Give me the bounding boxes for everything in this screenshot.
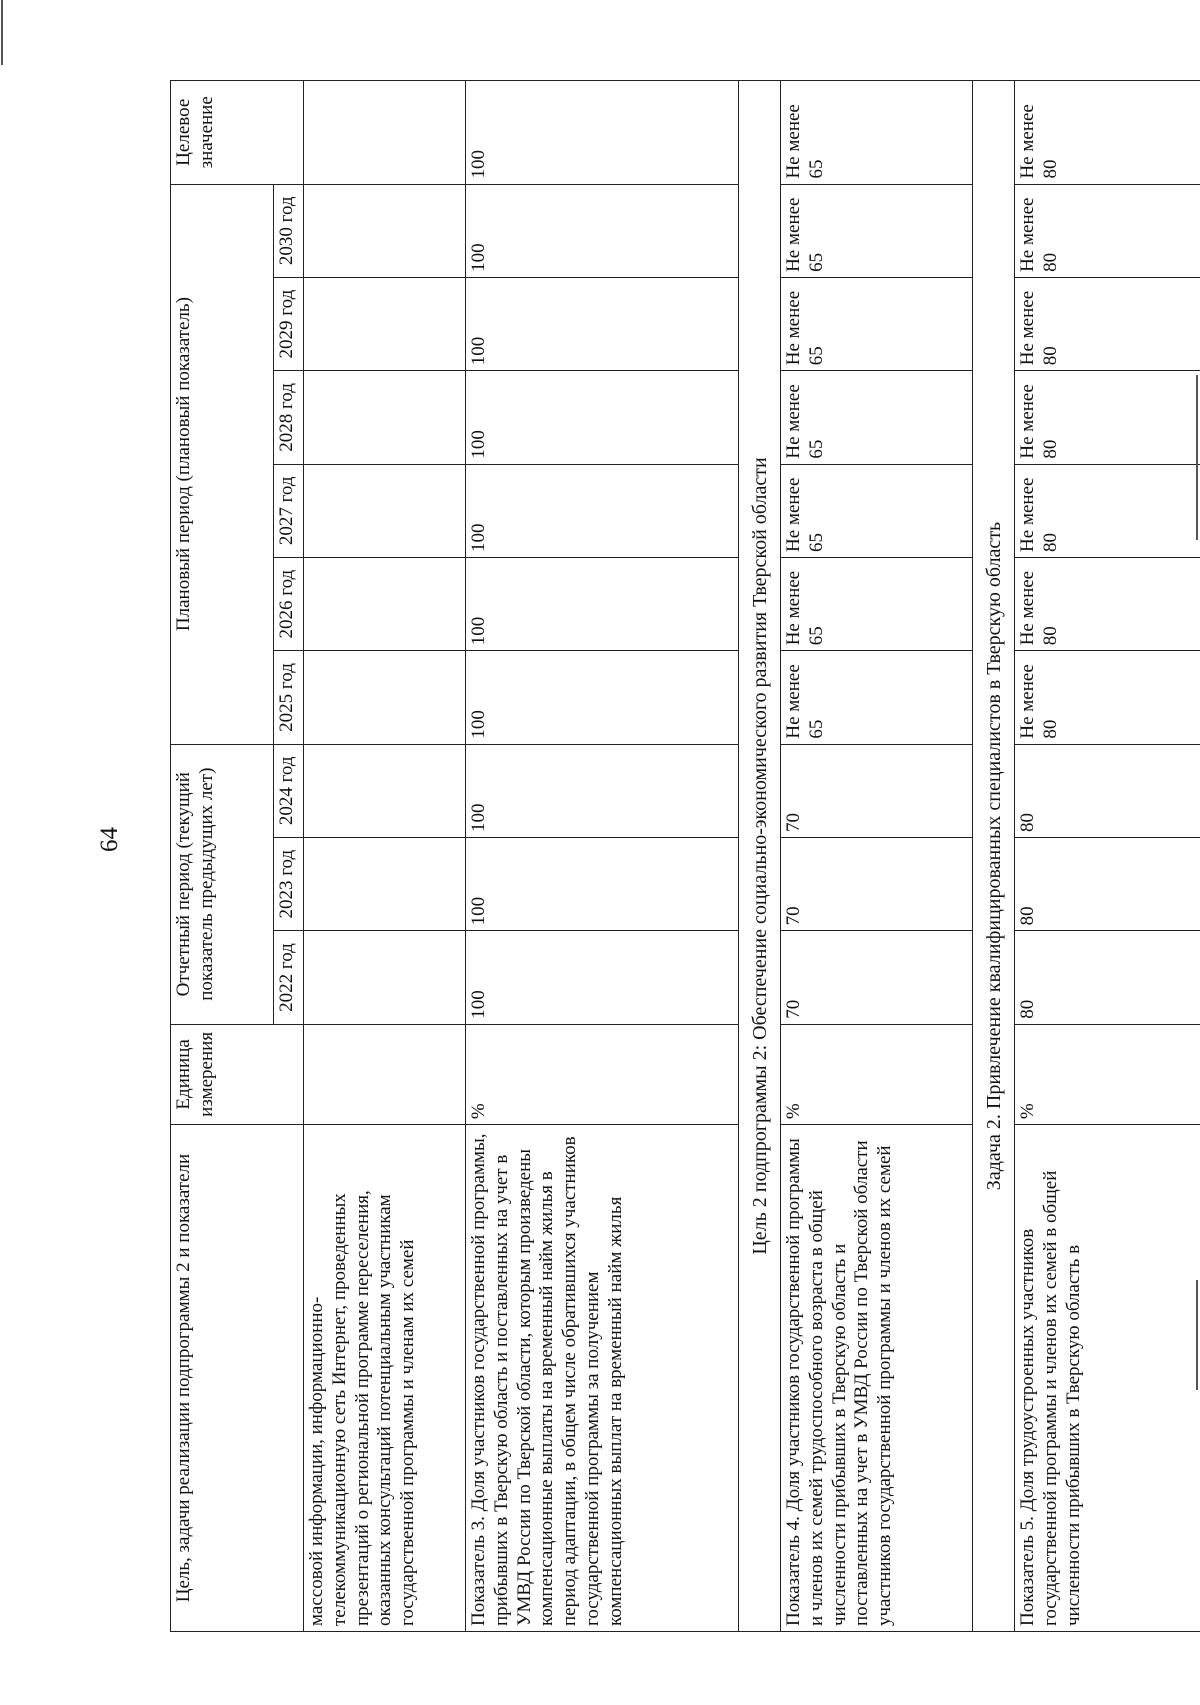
value-cell: 100 [466, 931, 739, 1024]
header-unit: Единица измерения [171, 1024, 304, 1124]
section-heading: Цель 2 подпрограммы 2: Обеспечение социально-экономического развития Тверской области [739, 81, 781, 1632]
value-cell: 100 [466, 838, 739, 931]
value-cell: 100 [466, 744, 739, 837]
header-year: 2027 год [274, 464, 304, 557]
indicator-description: Показатель 5. Доля трудоустроенных участников государственной программы и членов их семей в общей численности прибывших в Тверскую область в [1015, 1125, 1200, 1632]
value-cell: 80 [1015, 838, 1200, 931]
value-cell [304, 277, 466, 370]
value-cell [304, 651, 466, 744]
header-target-value: Целевое значение [171, 81, 304, 185]
rotated-table-container [170, 80, 1200, 1632]
value-cell: Не менее 80 [1015, 184, 1200, 277]
header-year: 2023 год [274, 838, 304, 931]
target-value-cell: Не менее 80 [1015, 81, 1200, 185]
value-cell: Не менее 65 [781, 184, 973, 277]
section-heading: Задача 2. Привлечение квалифицированных специалистов в Тверскую область [973, 81, 1015, 1632]
header-year: 2028 год [274, 371, 304, 464]
header-year: 2024 год [274, 744, 304, 837]
target-value-cell: 100 [466, 81, 739, 185]
value-cell [304, 744, 466, 837]
value-cell [304, 371, 466, 464]
value-cell: Не менее 65 [781, 464, 973, 557]
value-cell: 100 [466, 277, 739, 370]
value-cell: Не менее 65 [781, 277, 973, 370]
value-cell [304, 557, 466, 650]
value-cell: 70 [781, 931, 973, 1024]
value-cell [304, 931, 466, 1024]
header-goal: Цель, задачи реализации подпрограммы 2 и показатели [171, 1125, 304, 1632]
value-cell: Не менее 80 [1015, 557, 1200, 650]
value-cell: Не менее 80 [1015, 277, 1200, 370]
indicators-table [170, 80, 1200, 1632]
value-cell: 100 [466, 184, 739, 277]
value-cell: Не менее 65 [781, 651, 973, 744]
header-reporting-period: Отчетный период (текущий показатель предыдущих лет) [171, 744, 274, 1024]
value-cell: Не менее 65 [781, 371, 973, 464]
value-cell [304, 184, 466, 277]
section-row [739, 81, 781, 1632]
indicator-description: массовой информации, информационно-телекоммуникационную сеть Интернет, проведенных презентаций о региональной программе переселения, оказанных консультаций потенциальным участникам государственной программы и членам их семей [304, 1125, 466, 1632]
header-planned-period: Плановый период (плановый показатель) [171, 184, 274, 744]
table-row [781, 81, 973, 1632]
unit-cell: % [466, 1024, 739, 1124]
table-row [466, 81, 739, 1632]
header-row-1 [171, 81, 274, 1632]
value-cell: Не менее 80 [1015, 371, 1200, 464]
value-cell: 100 [466, 371, 739, 464]
header-year: 2026 год [274, 557, 304, 650]
indicator-description: Показатель 4. Доля участников государственной программы и членов их семей трудоспособного возраста в общей численности прибывших в Тверскую область и поставленных на учет в УМВД России по Тверской области участников государственной программы и членов их семей [781, 1125, 973, 1632]
header-year: 2025 год [274, 651, 304, 744]
unit-cell [304, 1024, 466, 1124]
value-cell: 80 [1015, 931, 1200, 1024]
target-value-cell: Не менее 65 [781, 81, 973, 185]
value-cell: Не менее 80 [1015, 464, 1200, 557]
unit-cell: % [781, 1024, 973, 1124]
header-year: 2030 год [274, 184, 304, 277]
header-year: 2022 год [274, 931, 304, 1024]
unit-cell: % [1015, 1024, 1200, 1124]
header-year: 2029 год [274, 277, 304, 370]
table-row [304, 81, 466, 1632]
value-cell: Не менее 80 [1015, 651, 1200, 744]
value-cell: 100 [466, 651, 739, 744]
target-value-cell [304, 81, 466, 185]
value-cell: Не менее 65 [781, 557, 973, 650]
indicator-description: Показатель 3. Доля участников государственной программы, прибывших в Тверскую область и поставленных на учет в УМВД России по Тверской области, которым произведены компенсационные выплаты на временный найм жилья в период адаптации, в общем числе обратившихся участников государственной программы за получением компенсационных выплат на временный найм жилья [466, 1125, 739, 1632]
value-cell: 100 [466, 557, 739, 650]
value-cell: 70 [781, 838, 973, 931]
value-cell: 80 [1015, 744, 1200, 837]
value-cell: 100 [466, 464, 739, 557]
value-cell [304, 464, 466, 557]
section-row [973, 81, 1015, 1632]
page-number: 64 [96, 827, 123, 852]
value-cell [304, 838, 466, 931]
value-cell: 70 [781, 744, 973, 837]
table-row [1015, 81, 1200, 1632]
